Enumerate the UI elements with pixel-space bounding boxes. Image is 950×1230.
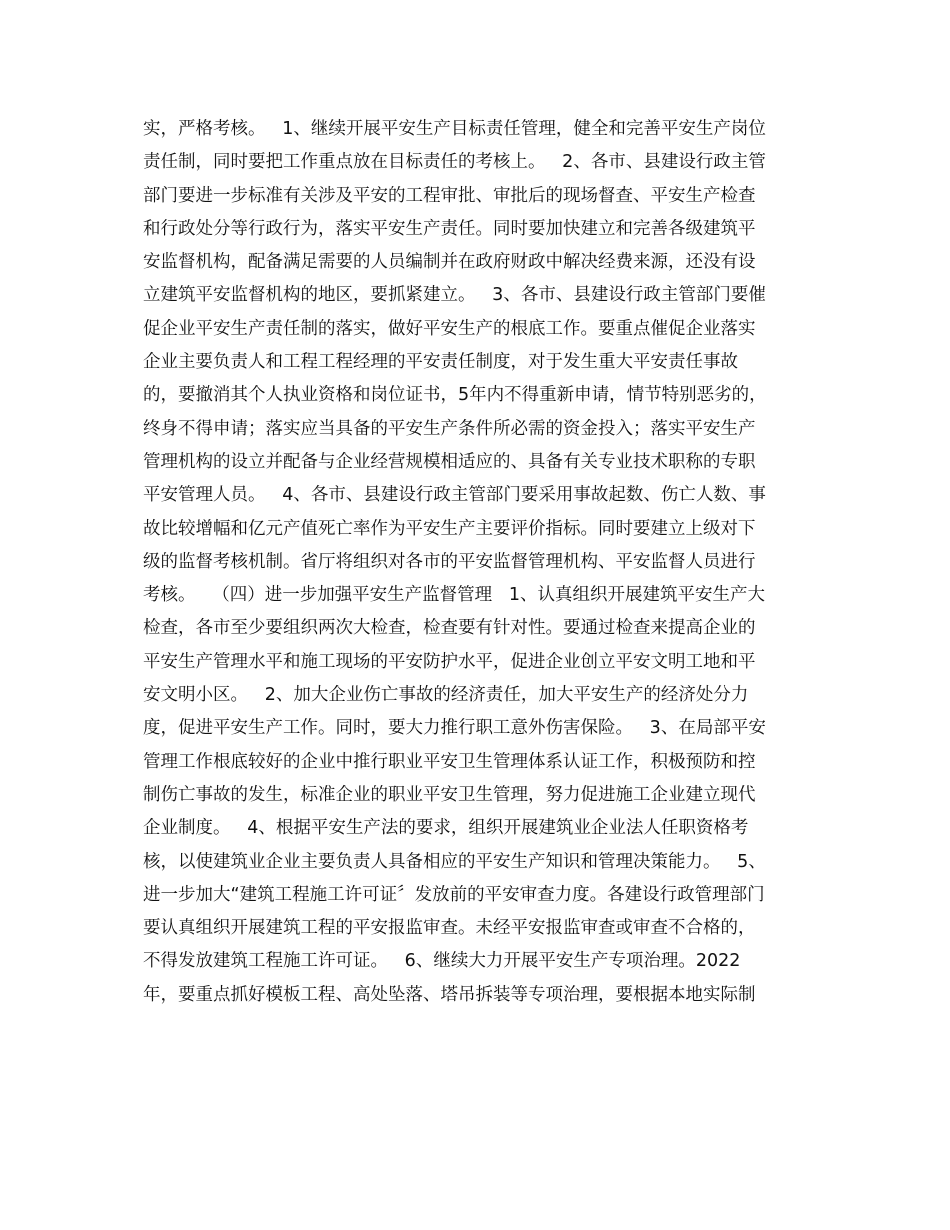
text-line: 平安管理人员。 4、各市、县建设行政主管部门要采用事故起数、伤亡人数、事 bbox=[143, 485, 766, 506]
text-line: 和行政处分等行政行为，落实平安生产责任。同时要加快建立和完善各级建筑平 bbox=[143, 218, 756, 239]
text-line: 平安生产管理水平和施工现场的平安防护水平，促进企业创立平安文明工地和平 bbox=[143, 651, 756, 672]
body-text bbox=[143, 113, 823, 1012]
text-line: 安监督机构，配备满足需要的人员编制并在政府财政中解决经费来源，还没有设 bbox=[143, 252, 756, 273]
text-line: 安文明小区。 2、加大企业伤亡事故的经济责任，加大平安生产的经济处分力 bbox=[143, 685, 749, 706]
text-line: 进一步加大“建筑工程施工许可证〞发放前的平安审查力度。各建设行政管理部门 bbox=[143, 884, 765, 905]
text-line: 的，要撤消其个人执业资格和岗位证书，5年内不得重新申请，情节特别恶劣的， bbox=[143, 385, 767, 406]
text-line: 不得发放建筑工程施工许可证。 6、继续大力开展平安生产专项治理。2022 bbox=[143, 951, 741, 972]
text-line: 管理工作根底较好的企业中推行职业平安卫生管理体系认证工作，积极预防和控 bbox=[143, 751, 756, 772]
text-line: 故比较增幅和亿元产值死亡率作为平安生产主要评价指标。同时要建立上级对下 bbox=[143, 518, 756, 539]
text-line: 年，要重点抓好模板工程、高处坠落、塔吊拆装等专项治理，要根据本地实际制 bbox=[143, 984, 756, 1005]
text-line: 实，严格考核。 1、继续开展平安生产目标责任管理，健全和完善平安生产岗位 bbox=[143, 119, 766, 139]
text-line: 促企业平安生产责任制的落实，做好平安生产的根底工作。要重点催促企业落实 bbox=[143, 318, 756, 339]
text-line: 度，促进平安生产工作。同时，要大力推行职工意外伤害保险。 3、在局部平安 bbox=[143, 718, 766, 739]
text-line: 立建筑平安监督机构的地区，要抓紧建立。 3、各市、县建设行政主管部门要催 bbox=[143, 285, 766, 306]
text-line: 级的监督考核机制。省厅将组织对各市的平安监督管理机构、平安监督人员进行 bbox=[143, 551, 756, 572]
text-line: 终身不得申请；落实应当具备的平安生产条件所必需的资金投入；落实平安生产 bbox=[143, 418, 756, 439]
text-line: 管理机构的设立并配备与企业经营规模相适应的、具备有关专业技术职称的专职 bbox=[143, 451, 756, 472]
text-line: 责任制，同时要把工作重点放在目标责任的考核上。 2、各市、县建设行政主管 bbox=[143, 152, 766, 173]
text-line: 检查，各市至少要组织两次大检查，检查要有针对性。要通过检查来提高企业的 bbox=[143, 618, 756, 639]
text-line: 部门要进一步标准有关涉及平安的工程审批、审批后的现场督查、平安生产检查 bbox=[143, 185, 756, 206]
text-line: 企业制度。 4、根据平安生产法的要求，组织开展建筑业企业法人任职资格考 bbox=[143, 818, 749, 839]
text-line: 企业主要负责人和工程工程经理的平安责任制度，对于发生重大平安责任事故 bbox=[143, 352, 738, 373]
text-line: 考核。 （四）进一步加强平安生产监督管理 1、认真组织开展建筑平安生产大 bbox=[143, 585, 766, 606]
text-line: 核，以使建筑业企业主要负责人具备相应的平安生产知识和管理决策能力。 5、 bbox=[143, 851, 766, 872]
text-line: 要认真组织开展建筑工程的平安报监审查。未经平安报监审查或审查不合格的， bbox=[143, 918, 756, 939]
text-line: 制伤亡事故的发生，标准企业的职业平安卫生管理，努力促进施工企业建立现代 bbox=[143, 784, 756, 805]
